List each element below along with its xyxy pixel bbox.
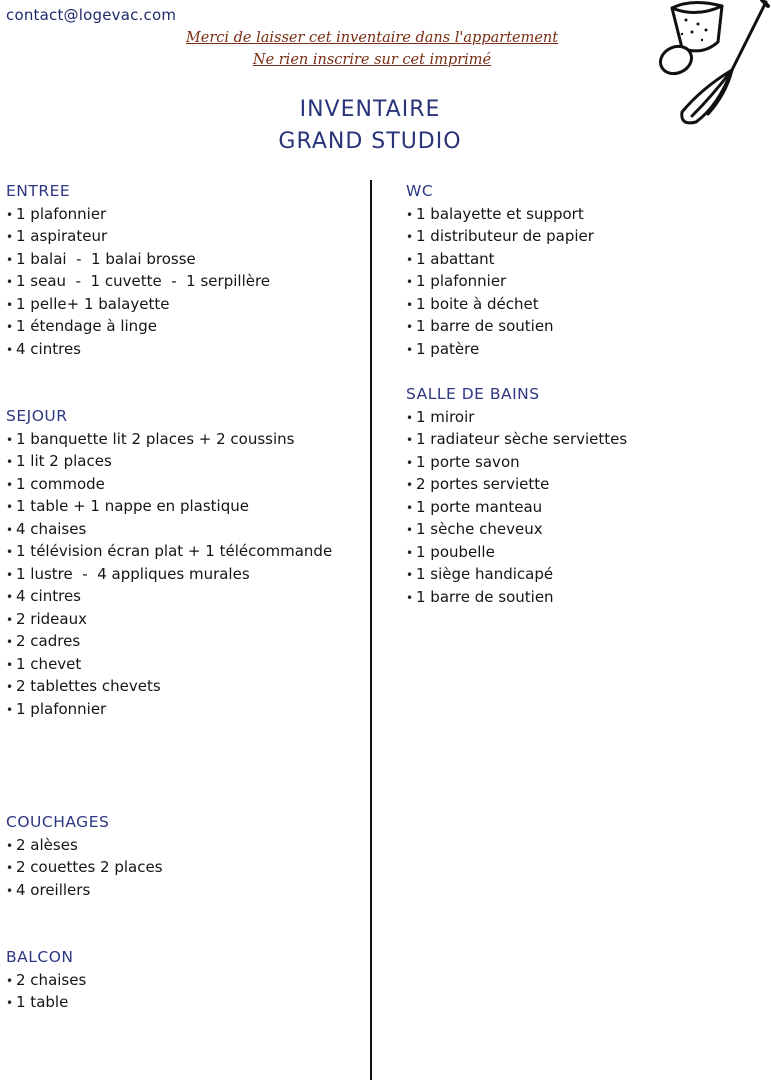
list-item: • 1 plafonnier <box>6 698 332 721</box>
bullet-icon: • <box>406 252 414 267</box>
list-item: • 1 table <box>6 991 86 1014</box>
section-salle-de-bains <box>406 383 627 608</box>
bullet-icon: • <box>406 545 414 560</box>
bullet-icon: • <box>6 545 14 559</box>
bullet-icon: • <box>406 478 414 492</box>
bullet-icon: • <box>406 342 414 357</box>
bullet-icon: • <box>6 883 14 898</box>
list-item: • 1 barre de soutien <box>406 315 594 338</box>
list-item: • 1 porte savon <box>406 451 627 474</box>
bullet-icon: • <box>6 973 14 988</box>
list-item: • 4 cintres <box>6 338 270 361</box>
list-item: • 2 rideaux <box>6 608 332 631</box>
page-title: INVENTAIRE <box>299 97 441 122</box>
bullet-icon: • <box>6 657 14 672</box>
list-item: • 1 distributeur de papier <box>406 225 594 248</box>
bullet-icon: • <box>406 590 414 605</box>
bullet-icon: • <box>6 702 14 717</box>
list-item: • 1 lit 2 places <box>6 450 332 473</box>
bullet-icon: • <box>6 838 14 853</box>
list-item: • 2 couettes 2 places <box>6 856 163 879</box>
list-item: • 1 banquette lit 2 places + 2 coussins <box>6 428 332 451</box>
contact-email: contact@logevac.com <box>6 6 177 24</box>
column-divider <box>370 180 372 1080</box>
bullet-icon: • <box>406 455 414 470</box>
list-item: • 1 abattant <box>406 248 594 271</box>
list-item: • 1 poubelle <box>406 541 627 564</box>
bullet-icon: • <box>6 230 14 244</box>
notice-do-not-write: Ne rien inscrire sur cet imprimé <box>252 52 492 68</box>
list-item: • 1 radiateur sèche serviettes <box>406 428 627 451</box>
list-item: • 2 tablettes chevets <box>6 675 332 698</box>
section-couchages <box>6 811 163 901</box>
list-item: • 1 balai - 1 balai brosse <box>6 248 270 271</box>
section-title: ENTREE <box>6 182 71 200</box>
list-item: • 1 lustre - 4 appliques murales <box>6 563 332 586</box>
list-item: • 1 chevet <box>6 653 332 676</box>
bullet-icon: • <box>6 590 14 604</box>
section-title: BALCON <box>6 948 74 966</box>
bullet-icon: • <box>6 635 14 649</box>
list-item: • 2 portes serviette <box>406 473 627 496</box>
list-item: • 1 patère <box>406 338 594 361</box>
section-sejour <box>6 405 332 720</box>
list-item: • 1 sèche cheveux <box>406 518 627 541</box>
list-item: • 1 étendage à linge <box>6 315 270 338</box>
list-item: • 1 porte manteau <box>406 496 627 519</box>
list-item: • 1 aspirateur <box>6 225 270 248</box>
list-item: • 1 télévision écran plat + 1 télécommande <box>6 540 332 563</box>
bullet-icon: • <box>406 297 414 312</box>
bullet-icon: • <box>6 680 14 694</box>
list-item: • 2 chaises <box>6 969 86 992</box>
bullet-icon: • <box>406 410 414 425</box>
bullet-icon: • <box>406 320 414 334</box>
bullet-icon: • <box>6 861 14 875</box>
bullet-icon: • <box>406 275 414 289</box>
bullet-icon: • <box>6 342 14 357</box>
bullet-icon: • <box>6 477 14 492</box>
bullet-icon: • <box>6 567 14 582</box>
bullet-icon: • <box>6 432 14 447</box>
section-balcon <box>6 946 86 1014</box>
list-item: • 4 oreillers <box>6 879 163 902</box>
bullet-icon: • <box>6 996 14 1010</box>
section-title: SEJOUR <box>6 407 68 425</box>
section-wc <box>406 180 594 360</box>
bullet-icon: • <box>406 568 414 582</box>
list-item: • 2 cadres <box>6 630 332 653</box>
list-item: • 1 table + 1 nappe en plastique <box>6 495 332 518</box>
whisk-bowl-icon <box>652 0 770 132</box>
page-subtitle: GRAND STUDIO <box>278 129 462 154</box>
bullet-icon: • <box>406 500 414 515</box>
list-item: • 1 plafonnier <box>6 203 270 226</box>
list-item: • 1 plafonnier <box>406 270 594 293</box>
bullet-icon: • <box>6 297 14 312</box>
bullet-icon: • <box>6 252 14 267</box>
list-item: • 1 boite à déchet <box>406 293 594 316</box>
list-item: • 1 seau - 1 cuvette - 1 serpillère <box>6 270 270 293</box>
list-item: • 1 siège handicapé <box>406 563 627 586</box>
bullet-icon: • <box>6 320 14 334</box>
list-item: • 4 chaises <box>6 518 332 541</box>
bullet-icon: • <box>6 612 14 627</box>
bullet-icon: • <box>406 523 414 537</box>
bullet-icon: • <box>6 455 14 469</box>
list-item: • 1 pelle+ 1 balayette <box>6 293 270 316</box>
list-item: • 4 cintres <box>6 585 332 608</box>
list-item: • 1 miroir <box>406 406 627 429</box>
bullet-icon: • <box>406 207 414 222</box>
bullet-icon: • <box>406 433 414 447</box>
section-title: SALLE DE BAINS <box>406 385 540 403</box>
list-item: • 1 commode <box>6 473 332 496</box>
bullet-icon: • <box>406 230 414 244</box>
list-item: • 1 balayette et support <box>406 203 594 226</box>
list-item: • 2 alèses <box>6 834 163 857</box>
bullet-icon: • <box>6 500 14 514</box>
bullet-icon: • <box>6 275 14 289</box>
bullet-icon: • <box>6 207 14 222</box>
section-title: WC <box>406 182 434 200</box>
list-item: • 1 barre de soutien <box>406 586 627 609</box>
section-title: COUCHAGES <box>6 813 110 831</box>
section-entree <box>6 180 270 360</box>
notice-leave-inventory: Merci de laisser cet inventaire dans l'appartement <box>185 30 559 46</box>
bullet-icon: • <box>6 522 14 537</box>
